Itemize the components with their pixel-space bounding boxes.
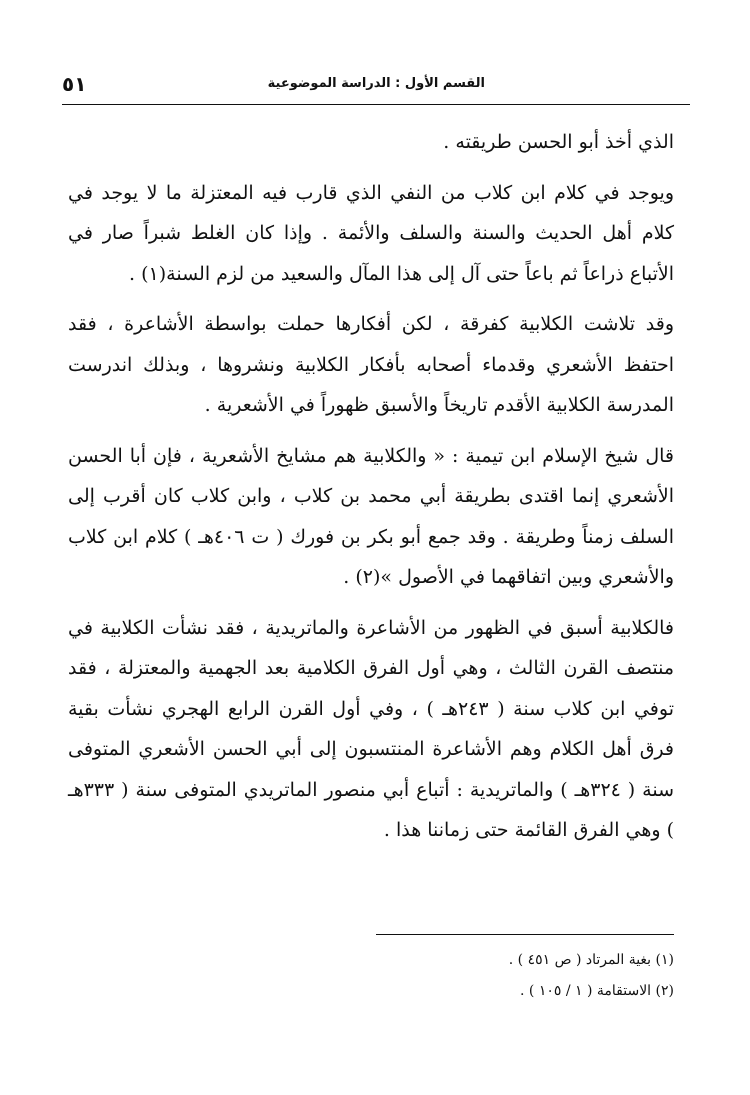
page-header bbox=[62, 70, 690, 108]
paragraph: ويوجد في كلام ابن كلاب من النفي الذي قارب فيه المعتزلة ما لا يوجد في كلام أهل الحديث والسنة والسلف والأئمة . وإذا كان الغلط شبراً صار في الأتباع ذراعاً ثم باعاً حتى آل إلى هذا المآل والسعيد من لزم السنة(١) . bbox=[68, 181, 674, 285]
page-number: ٥١ bbox=[62, 72, 87, 96]
footnote: (١) بغية المرتاد ( ص ٤٥١ ) . bbox=[508, 952, 674, 968]
footnotes bbox=[68, 945, 674, 1007]
footnote: (٢) الاستقامة ( ١ / ١٠٥ ) . bbox=[520, 983, 674, 999]
header-rule bbox=[62, 104, 690, 105]
footnote-rule bbox=[376, 934, 674, 935]
running-title: القسم الأول : الدراسة الموضوعية bbox=[267, 76, 485, 91]
paragraph: فالكلابية أسبق في الظهور من الأشاعرة والماتريدية ، فقد نشأت الكلابية في منتصف القرن الثالث ، وهي أول الفرق الكلامية بعد الجهمية والمعتزلة ، فقد توفي ابن كلاب سنة ( ٢٤٣هـ ) ، وفي أول القرن الرابع الهجري نشأت بقية فرق أهل الكلام وهم الأشاعرة المنتسبون إلى أبي الحسن الأشعري المتوفى سنة ( ٣٢٤هـ ) والماتريدية : أتباع أبي منصور الماتريدي المتوفى سنة ( ٣٣٣هـ ) وهي الفرق القائمة حتى زماننا هذا . bbox=[68, 616, 674, 841]
paragraph: قال شيخ الإسلام ابن تيمية : « والكلابية هم مشايخ الأشعرية ، فإن أبا الحسن الأشعري إنما اقتدى بطريقة أبي محمد بن كلاب ، وابن كلاب كان أقرب إلى السلف زمناً وطريقة . وقد جمع أبو بكر بن فورك ( ت ٤٠٦هـ ) كلام ابن كلاب والأشعري وبين اتفاقهما في الأصول »(٢) . bbox=[68, 444, 674, 588]
paragraph: الذي أخذ أبو الحسن طريقته . bbox=[443, 131, 674, 153]
body-text bbox=[68, 122, 674, 861]
paragraph: وقد تلاشت الكلابية كفرقة ، لكن أفكارها حملت بواسطة الأشاعرة ، فقد احتفظ الأشعري وقدماء أصحابه بأفكار الكلابية ونشروها ، وبذلك اندرست المدرسة الكلابية الأقدم تاريخاً والأسبق ظهوراً في الأشعرية . bbox=[68, 313, 674, 416]
